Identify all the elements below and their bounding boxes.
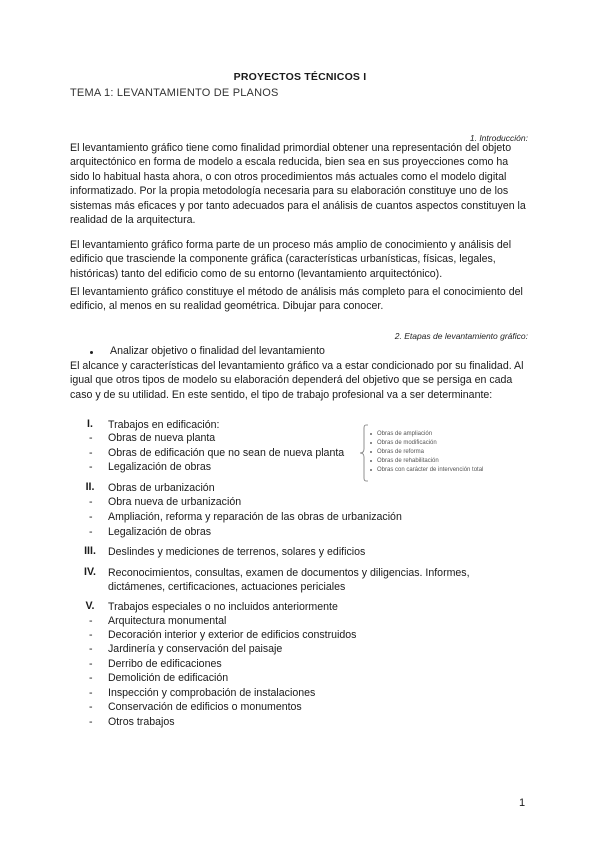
list-item: Legalización de obras [108, 526, 212, 538]
list-dash: - [89, 716, 93, 728]
list-item: Obras de edificación que no sean de nueva planta [108, 447, 345, 459]
group-title-line-1: Reconocimientos, consultas, examen de documentos y diligencias. Informes, [108, 567, 470, 579]
side-bullet-icon [370, 460, 372, 462]
list-item: Legalización de obras [108, 461, 212, 473]
section-heading-introduccion: 1. Introducción: [469, 133, 528, 143]
list-item: Inspección y comprobación de instalaciones [108, 687, 316, 699]
bullet-text: Analizar objetivo o finalidad del levantamiento [110, 345, 325, 357]
group-title: Trabajos en edificación: [108, 419, 220, 431]
group-numeral: II. [85, 481, 95, 493]
list-dash: - [89, 672, 93, 684]
group-numeral: IV. [84, 566, 96, 578]
list-item: Jardinería y conservación del paisaje [108, 643, 283, 655]
group-title: Obras de urbanización [108, 482, 215, 494]
side-bullet-icon [370, 442, 372, 444]
list-dash: - [89, 658, 93, 670]
list-dash: - [89, 511, 93, 523]
group-title: Deslindes y mediciones de terrenos, solares y edificios [108, 546, 366, 558]
list-dash: - [89, 629, 93, 641]
side-bullet-icon [370, 469, 372, 471]
list-dash: - [89, 615, 93, 627]
list-item: Conservación de edificios o monumentos [108, 701, 302, 713]
side-bullet-icon [370, 433, 372, 435]
paragraph-intro-3: El levantamiento gráfico constituye el método de análisis más completo para el conocimiento del edificio, al menos en su realidad geométrica. Dibujar para conocer. [70, 286, 523, 313]
section-heading-etapas: 2. Etapas de levantamiento gráfico: [394, 331, 528, 341]
list-item: Ampliación, reforma y reparación de las obras de urbanización [108, 511, 402, 523]
paragraph-intro-1: El levantamiento gráfico tiene como finalidad primordial obtener una representación del objeto arquitectónico en forma de modelo a escala reducida, bien sea en sus proyecciones como ha sido lo habitual hasta ahora, o con otros procedimientos más actuales como el modelo digital informatizado. Por la propia metodología necesaria para su elaboración constituye uno de los sistemas más eficaces y por tanto adecuados para el análisis de cuantos aspectos constituyen la realidad de la arquitectura. [70, 142, 526, 227]
list-item: Demolición de edificación [108, 672, 229, 684]
list-dash: - [89, 701, 93, 713]
list-dash: - [89, 496, 93, 508]
bullet-dot-icon [90, 351, 93, 354]
list-dash: - [89, 526, 93, 538]
paragraph-alcance: El alcance y características del levantamiento gráfico va a estar condicionado por su finalidad. Al igual que otros tipos de modelo su elaboración dependerá del objetivo que se persiga en cada caso y de su utilidad. En este sentido, el tipo de trabajo profesional va a ser determinante: [70, 360, 524, 401]
document-subtitle: TEMA 1: LEVANTAMIENTO DE PLANOS [70, 87, 279, 99]
group-numeral: III. [84, 545, 96, 557]
group-numeral: I. [87, 418, 93, 430]
document-page: PROYECTOS TÉCNICOS I TEMA 1: LEVANTAMIENTO DE PLANOS 1. Introducción: El levantamiento gráfico tiene como finalidad primordial obtener una representación del objeto arquitectónico en forma de modelo a escala reducida, bien sea en sus proyecciones como ha sido lo habitual hasta ahora, o con otros procedimientos más actuales como el modelo digital informatizado. Por la propia metodología necesaria para su elaboración constituye uno de los sistemas más eficaces y por tanto adecuados para el análisis de cuantos aspectos constituyen la realidad de la arquitectura. El levantamiento gráfico forma parte de un proceso más amplio de conocimiento y análisis del edificio que trasciende la componente gráfica (características urbanísticas, físicas, legales, históricas) tanto del edificio como de su entorno (levantamiento arquitectónico). El levantamiento gráfico constituye el método de análisis más completo para el conocimiento del edificio, al menos en su realidad geométrica. Dibujar para conocer. 2. Etapas de levantamiento gráfico: Analizar objetivo o finalidad del levantamiento El alcance y características del levantamiento gráfico va a estar condicionado por su finalidad. Al igual que otros tipos de modelo su elaboración dependerá del objetivo que se persiga en cada caso y de su utilidad. En este sentido, el tipo de trabajo profesional va a ser determinante: I. Trabajos en edificación: - Obras de nueva planta - Obras de edificación que no sean de nueva planta - Legalización de obras Obras de ampliación Obras de modificación Obras de reforma Obras de rehabilitación Obras con carácter de intervención total II. Obras de urbanización - Obra nueva de urbanización - Ampliación, reforma y reparación de las obras de urbanización - Legalización de obras III. Deslindes y mediciones de terrenos, solares y edificios IV. Reconocimientos, consultas, examen de documentos y diligencias. Informes, dictámenes, certificaciones, actuaciones periciales V. Trabajos especiales o no incluidos anteriormente - Arquitectura monumental - Decoración interior y exterior de edificios construidos - Jardinería y conservación del paisaje - Derribo de edificaciones - Demolición de edificación - Inspección y comprobación de instalaciones - Conservación de edificios o monumentos - Otros trabajos 1 [0, 0, 600, 848]
list-dash: - [89, 461, 93, 473]
group-title-line-2: dictámenes, certificaciones, actuaciones periciales [108, 581, 346, 593]
list-item: Derribo de edificaciones [108, 658, 222, 670]
list-dash: - [89, 643, 93, 655]
group-title: Trabajos especiales o no incluidos anteriormente [108, 601, 338, 613]
side-bullet-icon [370, 451, 372, 453]
paragraph-intro-2: El levantamiento gráfico forma parte de un proceso más amplio de conocimiento y análisis del edificio que trasciende la componente gráfica (características urbanísticas, físicas, legales, históricas) tanto del edificio como de su entorno (levantamiento arquitectónico). [70, 239, 512, 280]
list-dash: - [89, 447, 93, 459]
document-title: PROYECTOS TÉCNICOS I [233, 71, 367, 83]
list-dash: - [89, 432, 93, 444]
list-item: Obra nueva de urbanización [108, 496, 242, 508]
list-item: Obras de nueva planta [108, 432, 216, 444]
list-dash: - [89, 687, 93, 699]
list-item: Otros trabajos [108, 716, 175, 728]
list-item: Arquitectura monumental [108, 615, 227, 627]
group-numeral: V. [85, 600, 95, 612]
page-number: 1 [519, 797, 526, 809]
list-item: Decoración interior y exterior de edificios construidos [108, 629, 357, 641]
